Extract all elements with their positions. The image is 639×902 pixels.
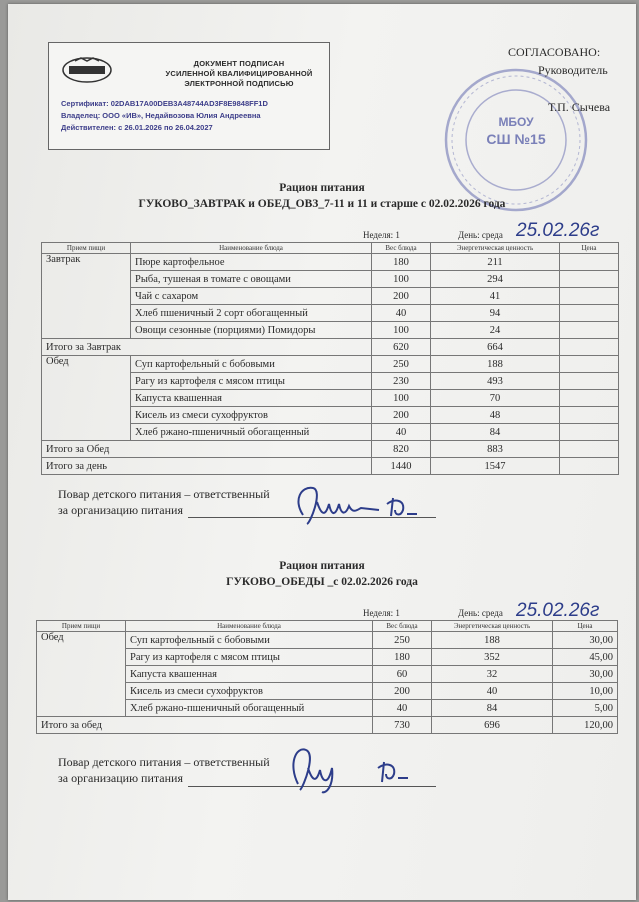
handwritten-signature-2 (276, 742, 426, 797)
menu1-day: День: среда (458, 230, 503, 240)
dish-name: Рагу из картофеля с мясом птицы (131, 373, 372, 390)
table-header-row (42, 243, 619, 254)
total-price (560, 458, 619, 475)
stamp-heading (149, 59, 329, 89)
dish-weight: 250 (372, 356, 431, 373)
total-price (560, 441, 619, 458)
dish-weight: 180 (373, 649, 432, 666)
menu1-table (41, 242, 619, 475)
dish-price (560, 424, 619, 441)
meal-label-lunch: Обед (42, 356, 131, 441)
dish-energy: 41 (431, 288, 560, 305)
total-label: Итого за Обед (42, 441, 372, 458)
dish-energy: 84 (432, 700, 553, 717)
header-weight: Вес блюда (372, 243, 431, 254)
header-meal: Прием пищи (37, 621, 126, 632)
dish-price (560, 390, 619, 407)
stamp-certificate: Сертификат: 02DAB17A00DEB3A48744AD3F8E9848FF1D (61, 99, 268, 108)
dish-price (560, 271, 619, 288)
dish-energy: 294 (431, 271, 560, 288)
table-row (42, 254, 619, 271)
dish-energy: 493 (431, 373, 560, 390)
total-weight: 1440 (372, 458, 431, 475)
dish-energy: 352 (432, 649, 553, 666)
dish-weight: 40 (372, 424, 431, 441)
dish-weight: 200 (373, 683, 432, 700)
dish-energy: 94 (431, 305, 560, 322)
stamp-line3: ЭЛЕКТРОННОЙ ПОДПИСЬЮ (184, 79, 294, 88)
dish-weight: 60 (373, 666, 432, 683)
total-row-day (42, 458, 619, 475)
dish-price: 30,00 (553, 666, 618, 683)
dish-price (560, 373, 619, 390)
menu1-title: Рацион питания (279, 182, 365, 194)
dish-energy: 48 (431, 407, 560, 424)
dish-weight: 100 (372, 271, 431, 288)
dish-name: Хлеб ржано-пшеничный обогащенный (131, 424, 372, 441)
dish-weight: 40 (372, 305, 431, 322)
dish-energy: 188 (432, 632, 553, 649)
header-dish: Наименование блюда (126, 621, 373, 632)
dish-energy: 32 (432, 666, 553, 683)
signature-line2: за организацию питания (58, 771, 183, 785)
approval-role: Руководитель (538, 63, 608, 77)
dish-price: 10,00 (553, 683, 618, 700)
menu2-handwritten-date: 25.02.26г (516, 600, 600, 621)
document-page (8, 4, 636, 900)
dish-name: Суп картофельный с бобовыми (131, 356, 372, 373)
dish-energy: 188 (431, 356, 560, 373)
dish-price (560, 288, 619, 305)
stamp-line2: УСИЛЕННОЙ КВАЛИФИЦИРОВАННОЙ (165, 69, 313, 78)
total-energy: 1547 (431, 458, 560, 475)
dish-name: Рагу из картофеля с мясом птицы (126, 649, 373, 666)
menu2-subtitle: ГУКОВО_ОБЕДЫ _с 02.02.2026 года (226, 576, 418, 588)
dish-name: Кисель из смеси сухофруктов (126, 683, 373, 700)
dish-weight: 100 (372, 322, 431, 339)
dish-price (560, 356, 619, 373)
dish-weight: 250 (373, 632, 432, 649)
total-energy: 883 (431, 441, 560, 458)
menu1-subtitle: ГУКОВО_ЗАВТРАК и ОБЕД_ОВЗ_7-11 и 11 и старше с 02.02.2026 года (138, 198, 506, 210)
menu2-day: День: среда (458, 608, 503, 618)
approval-title: СОГЛАСОВАНО: (508, 45, 601, 59)
header-dish: Наименование блюда (131, 243, 372, 254)
seal-top-text: МБОУ (498, 115, 534, 129)
dish-price (560, 322, 619, 339)
dish-weight: 100 (372, 390, 431, 407)
handwritten-signature-1 (283, 480, 443, 530)
dish-name: Овощи сезонные (порциями) Помидоры (131, 322, 372, 339)
dish-weight: 230 (372, 373, 431, 390)
total-row-lunch (42, 441, 619, 458)
header-weight: Вес блюда (373, 621, 432, 632)
dish-price (560, 305, 619, 322)
approval-name: Т.П. Сычева (548, 100, 611, 114)
header-energy: Энергетическая ценность (431, 243, 560, 254)
total-label: Итого за день (42, 458, 372, 475)
dish-price: 45,00 (553, 649, 618, 666)
dish-price: 5,00 (553, 700, 618, 717)
total-row-breakfast (42, 339, 619, 356)
menu2-title: Рацион питания (279, 560, 365, 572)
dish-price: 30,00 (553, 632, 618, 649)
total-label: Итого за Завтрак (42, 339, 372, 356)
dish-name: Капуста квашенная (126, 666, 373, 683)
table-row (42, 356, 619, 373)
table-header-row (37, 621, 618, 632)
header-price: Цена (560, 243, 619, 254)
dish-weight: 40 (373, 700, 432, 717)
menu1-week: Неделя: 1 (363, 230, 400, 240)
dish-weight: 200 (372, 407, 431, 424)
seal-bottom-text: СШ №15 (486, 131, 546, 147)
total-label: Итого за обед (37, 717, 373, 734)
menu1-handwritten-date: 25.02.26г (516, 220, 600, 241)
signature-line2: за организацию питания (58, 503, 183, 517)
meal-label-lunch: Обед (37, 632, 126, 717)
signature-block-1 (58, 486, 270, 518)
meal-label-breakfast: Завтрак (42, 254, 131, 339)
dish-name: Кисель из смеси сухофруктов (131, 407, 372, 424)
stamp-validity: Действителен: с 26.01.2026 по 26.04.2027 (61, 123, 213, 132)
total-weight: 620 (372, 339, 431, 356)
total-row-lunch (37, 717, 618, 734)
dish-name: Пюре картофельное (131, 254, 372, 271)
dish-price (560, 254, 619, 271)
dish-name: Хлеб пшеничный 2 сорт обогащенный (131, 305, 372, 322)
dish-name: Хлеб ржано-пшеничный обогащенный (126, 700, 373, 717)
stamp-owner: Владелец: ООО «ИВ», Недайвозова Юлия Андреевна (61, 111, 261, 120)
dish-weight: 200 (372, 288, 431, 305)
approval-block (508, 44, 611, 114)
total-energy: 664 (431, 339, 560, 356)
total-weight: 820 (372, 441, 431, 458)
header-meal: Прием пищи (42, 243, 131, 254)
total-price: 120,00 (553, 717, 618, 734)
dish-energy: 24 (431, 322, 560, 339)
signature-line1: Повар детского питания – ответственный (58, 487, 270, 501)
total-price (560, 339, 619, 356)
dish-name: Суп картофельный с бобовыми (126, 632, 373, 649)
dish-energy: 84 (431, 424, 560, 441)
dish-energy: 70 (431, 390, 560, 407)
table-row (37, 632, 618, 649)
menu2-week: Неделя: 1 (363, 608, 400, 618)
signature-block-2 (58, 754, 270, 786)
school-seal-icon (436, 60, 596, 220)
stamp-logo-icon (61, 55, 113, 85)
header-price: Цена (553, 621, 618, 632)
e-signature-stamp (48, 42, 330, 150)
dish-weight: 180 (372, 254, 431, 271)
total-weight: 730 (373, 717, 432, 734)
dish-name: Чай с сахаром (131, 288, 372, 305)
dish-name: Рыба, тушеная в томате с овощами (131, 271, 372, 288)
dish-name: Капуста квашенная (131, 390, 372, 407)
dish-price (560, 407, 619, 424)
dish-energy: 211 (431, 254, 560, 271)
dish-energy: 40 (432, 683, 553, 700)
signature-line1: Повар детского питания – ответственный (58, 755, 270, 769)
stamp-line1: ДОКУМЕНТ ПОДПИСАН (193, 59, 285, 68)
menu2-table (36, 620, 618, 734)
total-energy: 696 (432, 717, 553, 734)
header-energy: Энергетическая ценность (432, 621, 553, 632)
